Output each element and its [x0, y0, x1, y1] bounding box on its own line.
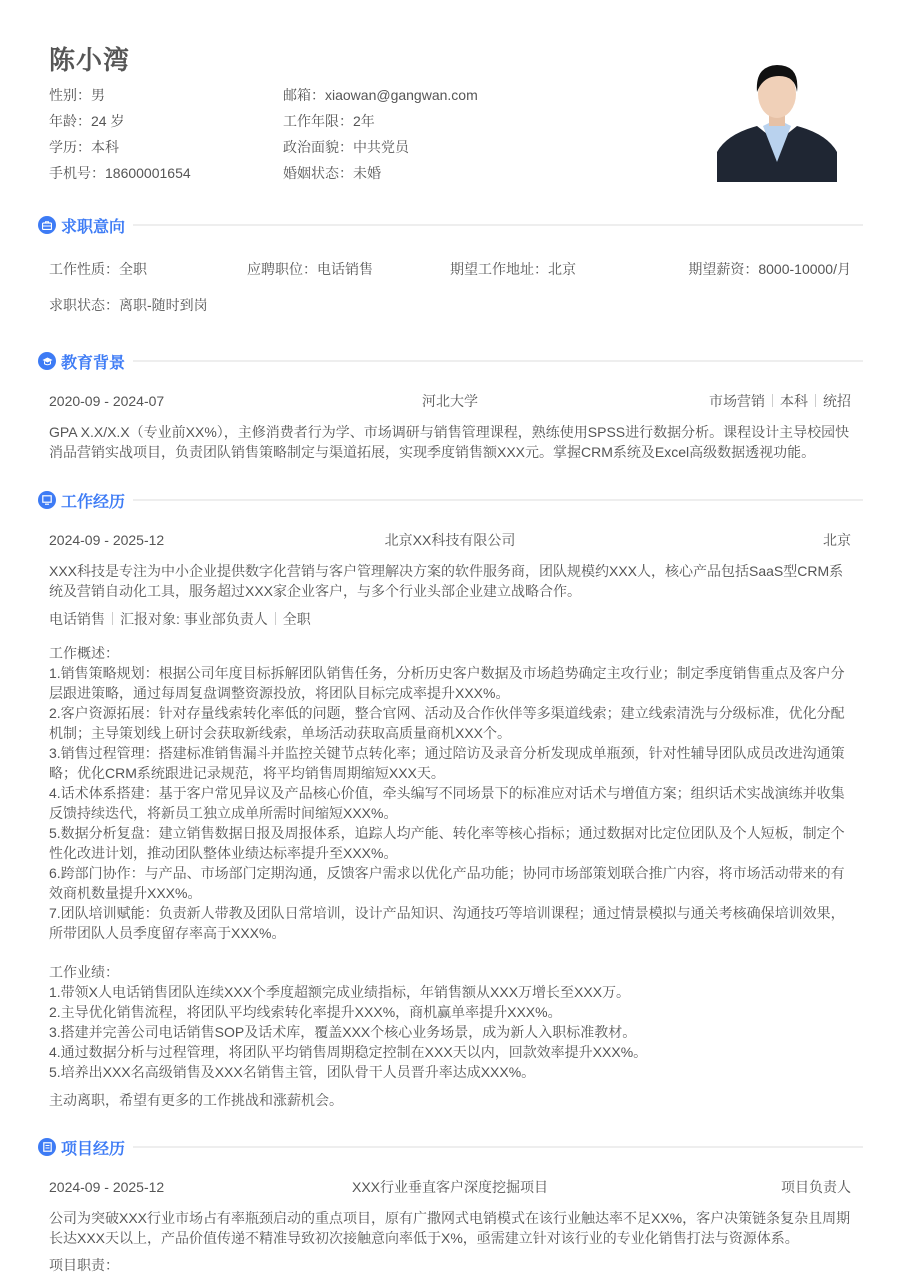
- education-period: 2020-09 - 2024-07: [49, 393, 165, 409]
- enrollment-type: 统招: [823, 393, 851, 409]
- project-role: 项目负责人: [781, 1179, 851, 1195]
- monitor-icon: [38, 491, 56, 509]
- overview-item: 1.销售策略规划：根据公司年度目标拆解团队销售任务，分析历史客户数据及市场趋势确定主攻行业；制定季度销售重点及客户分层跟进策略，通过每周复盘调整资源投放，将团队目标完成率提升XXX%。: [49, 665, 845, 701]
- section-divider: [133, 1146, 863, 1148]
- work-city: 北京: [823, 532, 851, 548]
- info-value: 中共党员: [353, 139, 409, 155]
- info-label: 邮箱：: [283, 87, 325, 103]
- project-period: 2024-09 - 2025-12: [49, 1179, 165, 1195]
- info-label: 年龄：: [49, 113, 91, 129]
- info-gender: [49, 82, 191, 108]
- info-label: 婚姻状态：: [283, 165, 353, 181]
- intent-work-type: [49, 259, 147, 279]
- report-to: 汇报对象: 事业部负责人: [120, 611, 268, 627]
- achievement-item: 3.搭建并完善公司电话销售SOP及话术库，覆盖XXX个核心业务场景，成为新人入职标准教材。: [49, 1024, 637, 1040]
- graduation-cap-icon: [38, 352, 56, 370]
- info-degree: [49, 134, 191, 160]
- section-divider: [133, 499, 863, 501]
- achievement-item: 5.培养出XXX名高级销售及XXX名销售主管，团队骨干人员晋升率达成XXX%。: [49, 1064, 536, 1080]
- section-header-project: [38, 1137, 863, 1157]
- work-achievements: [49, 962, 855, 1082]
- label: 期望薪资：: [688, 261, 759, 277]
- education-description: GPA X.X/X.X（专业前XX%），主修消费者行为学、市场调研与销售管理课程，熟练使用SPSS进行数据分析。课程设计主导校园快消品营销实战项目，负责团队销售策略制定与渠道拓展，实现季度销售额XXX元。掌握CRM系统及Excel高级数据透视功能。: [49, 424, 850, 460]
- company-intro: XXX科技是专注为中小企业提供数字化营销与客户管理解决方案的软件服务商，团队规模约XXX人，核心产品包括SaaS型CRM系统及营销自动化工具，服务超过XXX家企业客户，与多个行业头部企业建立战略合作。: [49, 563, 844, 599]
- major: 市场营销: [709, 393, 765, 409]
- info-value: 2年: [353, 113, 375, 129]
- document-icon: [38, 1138, 56, 1156]
- section-header-intent: [38, 215, 863, 235]
- education-row: [49, 391, 851, 411]
- info-phone: [49, 160, 191, 186]
- overview-item: 5.数据分析复盘：建立销售数据日报及周报体系，追踪人均产能、转化率等核心指标；通过数据对比定位团队及个人短板，制定个性化改进计划，推动团队整体业绩达标率提升至XXX%。: [49, 825, 845, 861]
- overview-item: 3.销售过程管理：搭建标准销售漏斗并监控关键节点转化率；通过陪访及录音分析发现成单瓶颈，针对性辅导团队成员改进沟通策略；优化CRM系统跟进记录规范，将平均销售周期缩短XXX天。: [49, 745, 845, 781]
- separator: [275, 612, 276, 625]
- achievements-label: 工作业绩：: [49, 964, 119, 980]
- intent-salary: [688, 259, 851, 279]
- section-title: 项目经历: [61, 1140, 126, 1158]
- section-title: 教育背景: [61, 354, 126, 372]
- project-row: [49, 1177, 851, 1197]
- separator: [772, 394, 773, 407]
- section-title: 工作经历: [61, 493, 126, 511]
- info-value: 男: [91, 87, 105, 103]
- overview-item: 6.跨部门协作：与产品、市场部门定期沟通，反馈客户需求以优化产品功能；协同市场部策划联合推广内容，将市场活动带来的有效商机数量提升XXX%。: [49, 865, 845, 901]
- label: 求职状态：: [49, 297, 119, 313]
- info-value: xiaowan@gangwan.com: [325, 87, 478, 103]
- info-value: 未婚: [353, 165, 381, 181]
- info-marital: [283, 160, 478, 186]
- leave-reason: 主动离职，希望有更多的工作挑战和涨薪机会。: [49, 1092, 343, 1108]
- info-age: [49, 108, 191, 134]
- info-label: 政治面貌：: [283, 139, 353, 155]
- separator: [112, 612, 113, 625]
- job-type: 全职: [282, 611, 311, 627]
- section-title: 求职意向: [61, 218, 126, 236]
- info-label: 手机号：: [49, 165, 105, 181]
- section-header-education: [38, 351, 863, 371]
- work-tags: [49, 609, 855, 629]
- overview-item: 4.话术体系搭建：基于客户常见异议及产品核心价值，牵头编写不同场景下的标准应对话术与增值方案；组织话术实战演练并收集反馈持续迭代，将新员工独立成单所需时间缩短XXX%。: [49, 785, 845, 821]
- intent-position: [247, 259, 373, 279]
- info-label: 性别：: [49, 87, 91, 103]
- project-duties-label: 项目职责：: [49, 1257, 119, 1273]
- info-value: 18600001654: [105, 165, 191, 181]
- company-name: 北京XX科技有限公司: [384, 532, 516, 548]
- work-period: 2024-09 - 2025-12: [49, 532, 165, 548]
- intent-location: [450, 259, 576, 279]
- candidate-name: 陈小湾: [49, 45, 131, 75]
- profile-photo: [717, 52, 837, 182]
- achievement-item: 4.通过数据分析与过程管理，将团队平均销售周期稳定控制在XXX天以内，回款效率提升XXX%。: [49, 1044, 648, 1060]
- label: 应聘职位：: [247, 261, 317, 277]
- value: 离职-随时到岗: [119, 297, 208, 313]
- intent-status: [49, 295, 208, 315]
- overview-label: 工作概述：: [49, 645, 119, 661]
- section-divider: [133, 224, 863, 226]
- basic-info-right: [283, 82, 478, 186]
- intent-row-1: [49, 259, 851, 279]
- info-label: 工作年限：: [283, 113, 353, 129]
- intent-row-2: [49, 295, 851, 315]
- value: 北京: [548, 261, 576, 277]
- achievement-item: 2.主导优化销售流程，将团队平均线索转化率提升XXX%，商机赢单率提升XXX%。: [49, 1004, 562, 1020]
- work-row: [49, 530, 851, 550]
- value: 电话销售: [317, 261, 373, 277]
- job-title: 电话销售: [49, 611, 105, 627]
- info-label: 学历：: [49, 139, 91, 155]
- briefcase-icon: [38, 216, 56, 234]
- project-description: 公司为突破XXX行业市场占有率瓶颈启动的重点项目，原有广撒网式电销模式在该行业触达率不足XX%，客户决策链条复杂且周期长达XXX天以上，产品价值传递不精准导致初次接触意向率低于X%，亟需建立针对该行业的专业化销售打法与资源体系。: [49, 1210, 851, 1246]
- work-overview: [49, 643, 855, 943]
- info-value: 本科: [91, 139, 119, 155]
- degree: 本科: [780, 393, 808, 409]
- info-value: 24 岁: [91, 113, 125, 129]
- achievement-item: 1.带领X人电话销售团队连续XXX个季度超额完成业绩指标，年销售额从XXX万增长至XXX万。: [49, 984, 631, 1000]
- project-name: XXX行业垂直客户深度挖掘项目: [351, 1179, 548, 1195]
- section-divider: [133, 360, 863, 362]
- label: 期望工作地址：: [450, 261, 548, 277]
- label: 工作性质：: [49, 261, 119, 277]
- separator: [815, 394, 816, 407]
- school-name: 河北大学: [422, 393, 478, 409]
- info-political: [283, 134, 478, 160]
- value: 全职: [119, 261, 147, 277]
- section-header-work: [38, 490, 863, 510]
- overview-item: 7.团队培训赋能：负责新人带教及团队日常培训，设计产品知识、沟通技巧等培训课程；通过情景模拟与通关考核确保培训效果，所带团队人员季度留存率高于XXX%。: [49, 905, 845, 941]
- education-tags: [709, 391, 851, 411]
- value: 8000-10000/月: [758, 261, 851, 277]
- basic-info-left: [49, 82, 191, 186]
- overview-item: 2.客户资源拓展：针对存量线索转化率低的问题，整合官网、活动及合作伙伴等多渠道线索；建立线索清洗与分级标准，优化分配机制；主导策划线上研讨会获取新线索，单场活动获取高质量商机XXX个。: [49, 705, 845, 741]
- info-years: [283, 108, 478, 134]
- info-email: [283, 82, 478, 108]
